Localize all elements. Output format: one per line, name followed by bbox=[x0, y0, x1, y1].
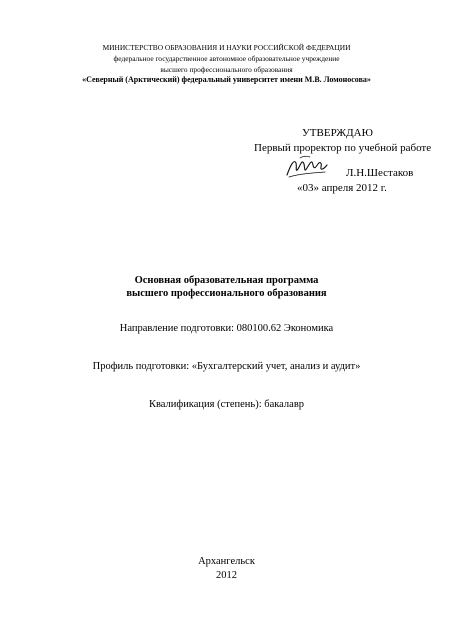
ministry-header: МИНИСТЕРСТВО ОБРАЗОВАНИЯ И НАУКИ РОССИЙСКОЙ ФЕДЕРАЦИИ bbox=[102, 43, 351, 52]
program-title-line2: высшего профессионального образования bbox=[126, 288, 327, 299]
approval-block bbox=[254, 126, 434, 196]
signatory-name: Л.Н.Шестаков bbox=[346, 167, 414, 179]
university-name: «Северный (Арктический) федеральный университет имени М.В. Ломоносова» bbox=[82, 75, 371, 84]
footer-city: Архангельск bbox=[198, 556, 255, 567]
approval-position: Первый проректор по учебной работе bbox=[254, 142, 432, 154]
program-title-line1: Основная образовательная программа bbox=[134, 275, 319, 286]
signature-icon bbox=[285, 154, 329, 180]
education-level: высшего профессионального образования bbox=[160, 65, 293, 74]
footer-year: 2012 bbox=[216, 570, 237, 581]
approval-title: УТВЕРЖДАЮ bbox=[302, 127, 373, 139]
institution-type: федеральное государственное автономное образовательное учреждение bbox=[113, 54, 340, 63]
program-profile: Профиль подготовки: «Бухгалтерский учет, анализ и аудит» bbox=[92, 361, 361, 372]
signature-row bbox=[254, 157, 434, 181]
program-qualification: Квалификация (степень): бакалавр bbox=[148, 399, 305, 410]
approval-date: «03» апреля 2012 г. bbox=[297, 182, 387, 194]
program-direction: Направление подготовки: 080100.62 Экономика bbox=[119, 323, 334, 334]
